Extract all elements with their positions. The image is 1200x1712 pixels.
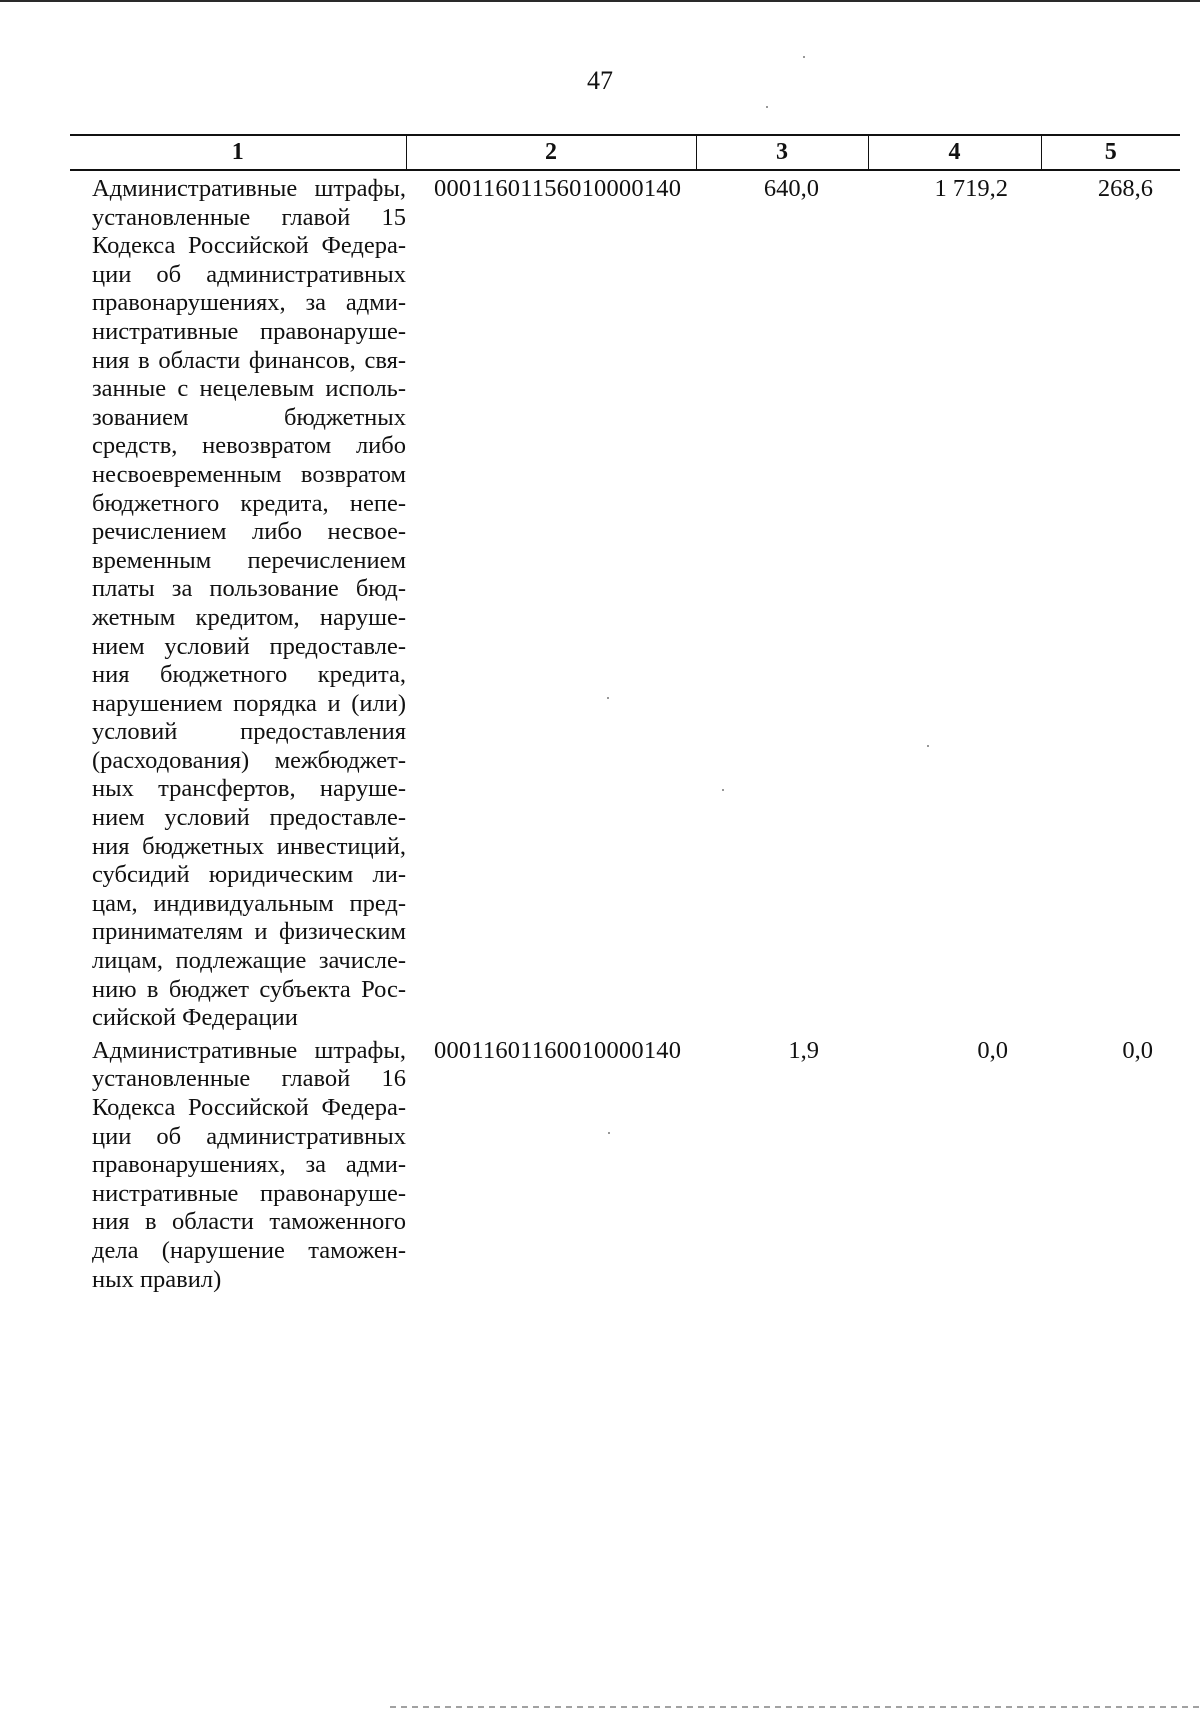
scan-speck <box>766 106 768 108</box>
table-row <box>70 170 1180 1033</box>
value-column-4: 0,0 <box>977 1036 1008 1064</box>
value-column-4: 1 719,2 <box>934 175 1008 202</box>
table-header-row <box>70 135 1180 170</box>
table-row <box>70 1033 1180 1294</box>
budget-classification-code: 00011601160010000140 <box>434 1036 682 1064</box>
value-column-5: 0,0 <box>1122 1036 1153 1064</box>
column-header: 4 <box>868 135 1041 170</box>
column-header: 1 <box>70 135 406 170</box>
column-header: 5 <box>1041 135 1180 170</box>
row-description: Административные штрафы, установленные главой 15 Кодекса Российской Федера-ции об административных правонарушениях, за адми-нистративные правонаруше-ния в области финансов, свя-занные с нецелевым исполь-зованием бюджетных средств, невозвратом либо несвоевременным возвратом бюджетного кредита, непе-речислением либо несвое-временным перечислением платы за пользование бюд-жетным кредитом, наруше-нием условий предоставле-ния бюджетного кредита, нарушением порядка и (или) условий предоставления (расходования) межбюджет-ных трансфертов, наруше-нием условий предоставле-ния бюджетных инвестиций, субсидий юридическим ли-цам, индивидуальным пред-принимателям и физическим лицам, подлежащие зачисле-нию в бюджет субъекта Рос-сийской Федерации <box>92 175 406 1032</box>
value-column-3: 1,9 <box>788 1036 819 1064</box>
value-column-3: 640,0 <box>763 175 819 202</box>
budget-classification-code: 00011601156010000140 <box>434 175 682 202</box>
revenue-table <box>70 134 1180 1294</box>
column-header: 3 <box>696 135 868 170</box>
value-column-5: 268,6 <box>1097 175 1153 202</box>
scan-border-bottom <box>390 1706 1200 1708</box>
column-header: 2 <box>406 135 696 170</box>
scan-speck <box>803 56 805 58</box>
row-description: Административные штрафы, установленные главой 16 Кодекса Российской Федера-ции об административных правонарушениях, за адми-нистративные правонаруше-ния в области таможенного дела (нарушение таможен-ных правил) <box>92 1036 406 1293</box>
scan-border-top <box>0 0 1200 2</box>
page-number: 47 <box>587 66 613 95</box>
